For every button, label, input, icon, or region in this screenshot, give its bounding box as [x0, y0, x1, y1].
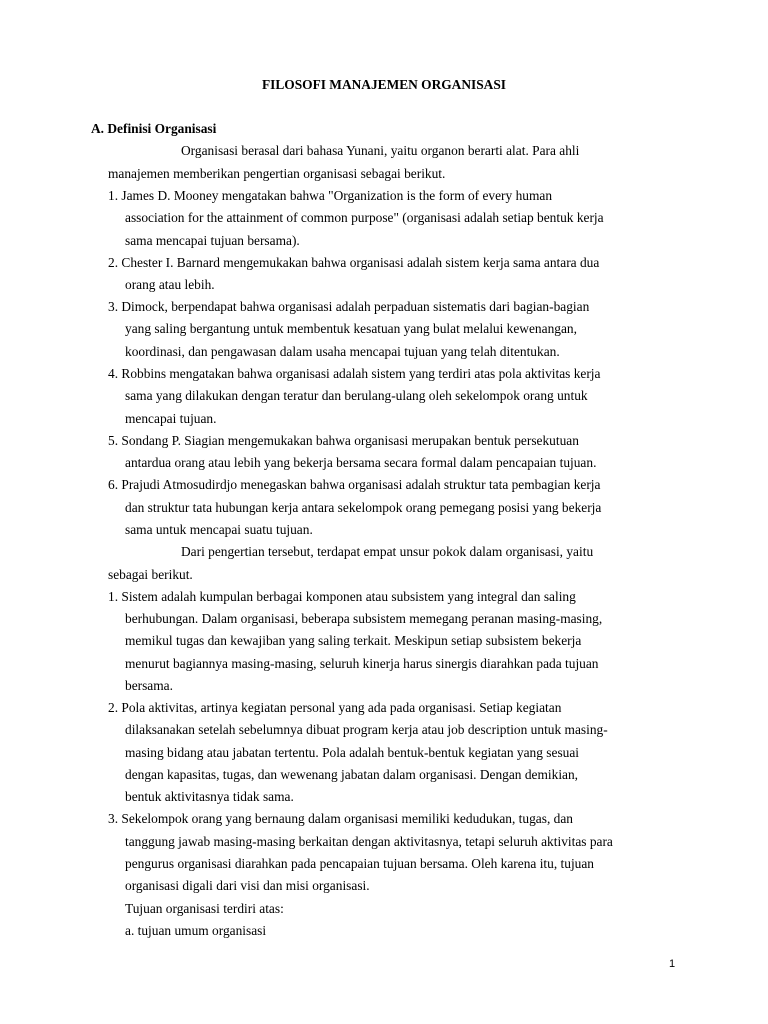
paragraph-line: manajemen memberikan pengertian organisasi sebagai berikut.: [108, 166, 446, 181]
list-item-line: dan struktur tata hubungan kerja antara sekelompok orang pemegang posisi yang bekerja: [125, 500, 602, 515]
paragraph-line: Dari pengertian tersebut, terdapat empat unsur pokok dalam organisasi, yaitu: [181, 544, 594, 559]
list-item-line: tanggung jawab masing-masing berkaitan dengan aktivitasnya, tetapi seluruh aktivitas para: [125, 834, 613, 849]
list-item-line: 4. Robbins mengatakan bahwa organisasi adalah sistem yang terdiri atas pola aktivitas kerja: [108, 366, 601, 381]
paragraph-line: Organisasi berasal dari bahasa Yunani, yaitu organon berarti alat. Para ahli: [181, 143, 580, 158]
list-item-line: organisasi digali dari visi dan misi organisasi.: [125, 878, 370, 893]
section-heading: A. Definisi Organisasi: [91, 121, 217, 136]
list-item-line: masing bidang atau jabatan tertentu. Pola adalah bentuk-bentuk kegiatan yang sesuai: [125, 745, 580, 760]
list-item-line: yang saling bergantung untuk membentuk kesatuan yang bulat melalui kewenangan,: [125, 321, 577, 336]
list-item-line: bersama.: [125, 678, 173, 693]
list-item-line: 2. Pola aktivitas, artinya kegiatan personal yang ada pada organisasi. Setiap kegiatan: [108, 700, 562, 715]
list-item-line: a. tujuan umum organisasi: [125, 923, 267, 938]
paragraph-line: sebagai berikut.: [108, 567, 193, 582]
list-item-line: 6. Prajudi Atmosudirdjo menegaskan bahwa organisasi adalah struktur tata pembagian kerja: [108, 477, 601, 492]
list-item-line: 2. Chester I. Barnard mengemukakan bahwa organisasi adalah sistem kerja sama antara dua: [108, 255, 600, 270]
list-item-line: 3. Dimock, berpendapat bahwa organisasi adalah perpaduan sistematis dari bagian-bagian: [108, 299, 590, 314]
list-item-line: 1. Sistem adalah kumpulan berbagai komponen atau subsistem yang integral dan saling: [108, 589, 576, 604]
list-item-line: pengurus organisasi diarahkan pada pencapaian tujuan bersama. Oleh karena itu, tujuan: [125, 856, 594, 871]
page-number: 1: [669, 958, 676, 970]
list-item-line: Tujuan organisasi terdiri atas:: [125, 901, 284, 916]
list-item-line: sama mencapai tujuan bersama).: [125, 233, 300, 248]
list-item-line: berhubungan. Dalam organisasi, beberapa subsistem memegang peranan masing-masing,: [125, 611, 603, 626]
list-item-line: koordinasi, dan pengawasan dalam usaha mencapai tujuan yang telah ditentukan.: [125, 344, 560, 359]
list-item-line: dengan kapasitas, tugas, dan wewenang jabatan dalam organisasi. Dengan demikian,: [125, 767, 579, 782]
list-item-line: memikul tugas dan kewajiban yang saling terkait. Meskipun setiap subsistem bekerja: [125, 633, 582, 648]
list-item-line: mencapai tujuan.: [125, 411, 217, 426]
list-item-line: antardua orang atau lebih yang bekerja bersama secara formal dalam pencapaian tujuan.: [125, 455, 597, 470]
list-item-line: sama untuk mencapai suatu tujuan.: [125, 522, 313, 537]
list-item-line: menurut bagiannya masing-masing, seluruh kinerja harus sinergis diarahkan pada tujuan: [125, 656, 599, 671]
list-item-line: 3. Sekelompok orang yang bernaung dalam organisasi memiliki kedudukan, tugas, dan: [108, 811, 573, 826]
list-item-line: bentuk aktivitasnya tidak sama.: [125, 789, 294, 804]
list-item-line: sama yang dilakukan dengan teratur dan berulang-ulang oleh sekelompok orang untuk: [125, 388, 588, 403]
list-item-line: 1. James D. Mooney mengatakan bahwa "Organization is the form of every human: [108, 188, 553, 203]
list-item-line: dilaksanakan setelah sebelumnya dibuat program kerja atau job description untuk masing-: [125, 722, 608, 737]
list-item-line: orang atau lebih.: [125, 277, 215, 292]
list-item-line: association for the attainment of common purpose" (organisasi adalah setiap bentuk kerja: [125, 210, 604, 225]
document-title: FILOSOFI MANAJEMEN ORGANISASI: [261, 77, 507, 92]
list-item-line: 5. Sondang P. Siagian mengemukakan bahwa organisasi merupakan bentuk persekutuan: [108, 433, 579, 448]
